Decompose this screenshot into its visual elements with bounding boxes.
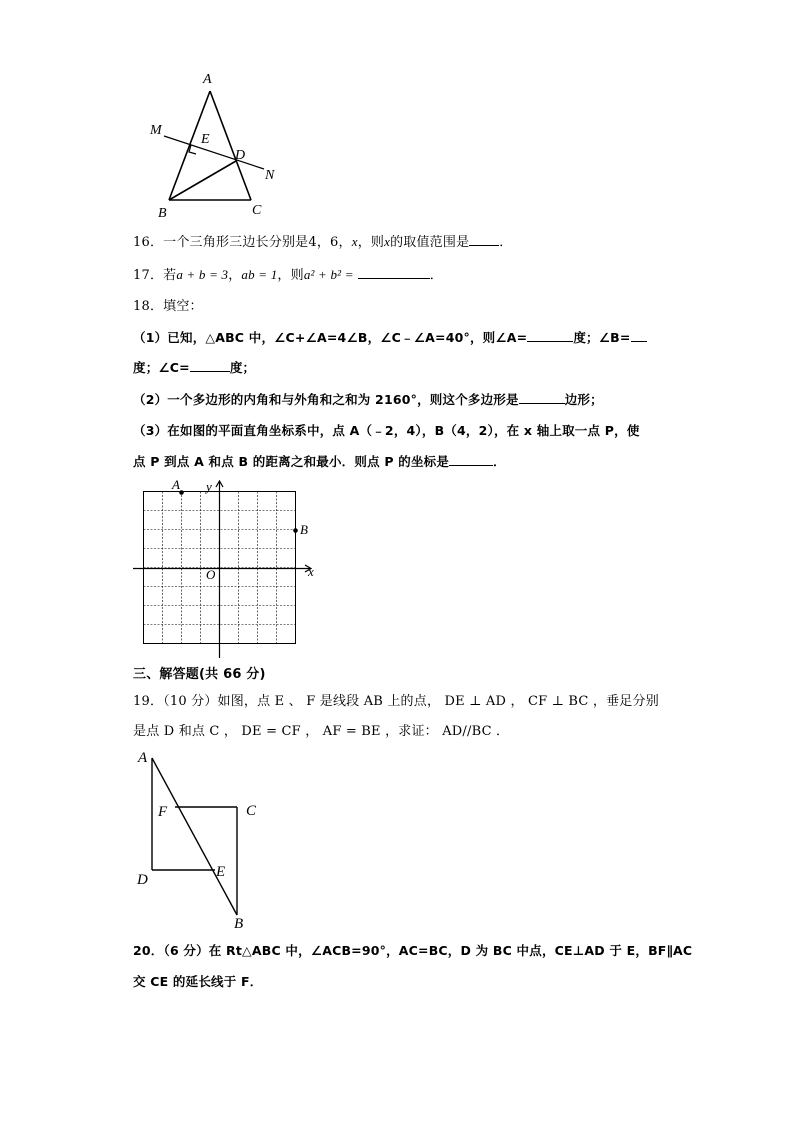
grid-label-x: x	[308, 564, 314, 579]
q19-label-b: B	[234, 916, 244, 932]
question-20-line2: 交 CE 的延长线于 F．	[133, 974, 263, 989]
question-18-part2	[133, 391, 603, 409]
question-18-part1	[133, 329, 647, 347]
answer-blank[interactable]	[449, 453, 493, 466]
question-18-title	[133, 298, 203, 316]
q16-var-x: x	[351, 234, 358, 249]
grid-label-b: B	[300, 522, 308, 537]
q16-var-x2: x	[384, 234, 391, 249]
label-d: D	[235, 148, 246, 163]
q17-expr2: ab = 1	[241, 267, 278, 282]
q16-number: 16．	[133, 235, 164, 250]
q17-text: 若	[163, 268, 177, 283]
answer-blank[interactable]	[527, 329, 573, 342]
q16-end: ．	[499, 235, 513, 250]
label-n: N	[265, 168, 275, 183]
q18-p3c: ．	[493, 454, 506, 469]
q17-number: 17．	[133, 268, 164, 283]
question-18-part3-cont	[133, 453, 506, 471]
coordinate-grid	[130, 478, 320, 660]
grid-label-a: A	[172, 478, 180, 492]
label-c: C	[252, 203, 262, 218]
q17-sep: ，	[228, 268, 242, 283]
q19-label-c: C	[246, 803, 257, 819]
answer-blank[interactable]	[631, 329, 647, 342]
q17-text2: ，则	[277, 268, 304, 283]
q18-p3b: 点 P 到点 A 和点 B 的距离之和最小．则点 P 的坐标是	[133, 454, 450, 469]
q17-expr1: a + b = 3	[176, 267, 229, 282]
q18-number: 18．	[133, 299, 164, 314]
label-a: A	[203, 72, 212, 87]
q16-text2: ，则	[357, 235, 385, 250]
q19-label-f: F	[158, 804, 168, 820]
triangle-figure-q15	[140, 66, 290, 221]
q18-title: 填空：	[163, 299, 203, 314]
question-17	[133, 266, 443, 285]
question-16	[133, 233, 512, 252]
q18-p2a: （2）一个多边形的内角和与外角和之和为 2160°，则这个多边形是	[133, 392, 519, 407]
answer-blank[interactable]	[469, 233, 499, 246]
question-19-line2: 是点 D 和点 C ， DE = CF ， AF = BE ，求证： AD//BC ．	[133, 724, 510, 739]
answer-blank[interactable]	[519, 391, 565, 404]
answer-blank[interactable]	[190, 359, 230, 372]
q17-end: ．	[429, 268, 443, 283]
grid-label-o: O	[206, 567, 216, 582]
figure-q19	[132, 748, 272, 933]
q17-expr3: a² + b² =	[303, 267, 354, 282]
q18-p3a: （3）在如图的平面直角坐标系中，点 A（﹣2，4），B（4，2），在 x 轴上取一点 P，使	[133, 423, 640, 438]
q16-text: 一个三角形三边长分别是4，6，	[163, 235, 352, 250]
question-19-line1: 19．（10 分）如图，点 E 、 F 是线段 AB 上的点， DE ⊥ AD ， CF ⊥ BC ，垂足分别	[133, 694, 659, 709]
q16-text3: 的取值范围是	[390, 235, 470, 250]
label-m: M	[150, 123, 162, 138]
point-b	[293, 528, 298, 533]
q18-p2b: 边形；	[564, 392, 603, 407]
q19-label-e: E	[216, 864, 226, 880]
q19-label-a: A	[138, 750, 148, 766]
q18-p1d: 度；	[229, 360, 256, 375]
q18-p1a: （1）已知，△ABC 中，∠C+∠A=4∠B，∠C﹣∠A=40°，则∠A=	[133, 330, 528, 345]
grid-label-y: y	[206, 479, 212, 494]
question-20-line1: 20．（6 分）在 Rt△ABC 中，∠ACB=90°，AC=BC，D 为 BC 中点，CE⊥AD 于 E，BF∥AC	[133, 943, 693, 958]
question-18-part3	[133, 422, 640, 440]
section-heading: 三、解答题(共 66 分)	[133, 667, 266, 682]
q18-p1b: 度；∠B=	[573, 330, 631, 345]
question-18-part1-cont	[133, 359, 255, 377]
q19-label-d: D	[137, 872, 148, 888]
label-b: B	[158, 206, 167, 221]
q18-p1c: 度；∠C=	[133, 360, 190, 375]
label-e: E	[201, 132, 210, 147]
answer-blank[interactable]	[358, 266, 430, 279]
